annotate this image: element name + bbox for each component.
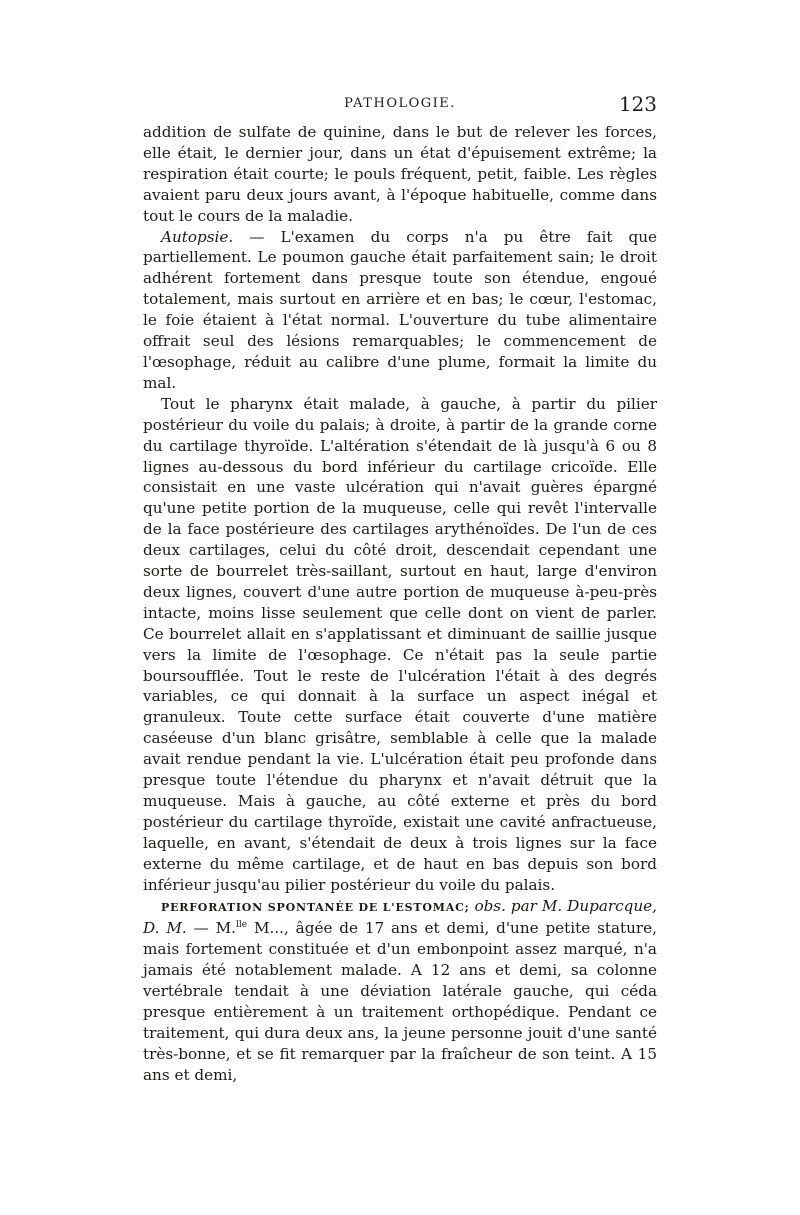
perforation-text: M..., âgée de 17 ans et demi, d'une petite stature, mais fortement constituée et d'un embonpoint assez marqué, n'a jamais été notablement malade. A 12 ans et demi, sa colonne vertébrale tendait à une déviation latérale gauche, qui céda presque entièrement à un traitement orthopédique. Pendant ce traitement, qui dura deux ans, la jeune personne jouit d'une santé très-bonne, et se fit remarquer par la fraîcheur de son teint. A 15 ans et demi, — [143, 919, 657, 1084]
running-head — [143, 92, 657, 118]
autopsie-text: — L'examen du corps n'a pu être fait que partiellement. Le poumon gauche était parfaitement sain; le droit adhérent fortement dans presque toute son étendue, engoué totalement, mais surtout en arrière et en bas; le cœur, l'estomac, le foie étaient à l'état normal. L'ouverture du tube alimentaire offrait seul des lésions remarquables; le commencement de l'œsophage, réduit au calibre d'une plume, formait la limite du mal. — [143, 227, 657, 392]
paragraph-perforation — [143, 896, 657, 1086]
body-text — [143, 122, 657, 1086]
patient-title-superscript: lle — [236, 920, 248, 931]
paragraph-continuation: addition de sulfate de quinine, dans le but de relever les forces, elle était, le dernier jour, dans un état d'épuisement extrême; la respiration était courte; le pouls fréquent, petit, faible. Les règles avaient paru deux jours avant, à l'époque habituelle, comme dans tout le cours de la maladie. — [143, 123, 657, 225]
running-title: PATHOLOGIE. — [344, 96, 456, 111]
paragraph-pharynx: Tout le pharynx était malade, à gauche, à partir du pilier postérieur du voile du palais; à droite, à partir de la grande corne du cartilage thyroïde. L'altération s'étendait de là jusqu'à 6 ou 8 lignes au-dessous du bord inférieur du cartilage cricoïde. Elle consistait en une vaste ulcération qui n'avait guères épargné qu'une petite portion de la muqueuse, celle qui revêt l'intervalle de la face postérieure des cartilages arythénoïdes. De l'un de ces deux cartilages, celui du côté droit, descendait cependant une sorte de bourrelet très-saillant, surtout en haut, large d'environ deux lignes, couvert d'une autre portion de muqueuse à-peu-près intacte, moins lisse seulement que celle dont on vient de parler. Ce bourrelet allait en s'applatissant et diminuant de saillie jusque vers la limite de l'œsophage. Ce n'était pas la seule partie boursoufflée. Tout le reste de l'ulcération l'était à des degrés variables, ce qui donnait à la surface un aspect inégal et granuleux. Toute cette surface était couverte d'une matière caséeuse d'un blanc grisâtre, semblable à celle que la malade avait rendue pendant la vie. L'ulcération était peu profonde dans presque toute l'étendue du pharynx et n'avait détruit que la muqueuse. Mais à gauche, au côté externe et près du bord postérieur du cartilage thyroïde, existait une cavité anfractueuse, laquelle, en avant, s'étendait de deux à trois lignes sur la face externe du même cartilage, et de haut en bas depuis son bord inférieur jusqu'au pilier postérieur du voile du palais. — [143, 394, 657, 894]
book-page — [143, 92, 657, 1086]
page-number: 123 — [618, 92, 657, 116]
autopsie-label: Autopsie. — [161, 227, 234, 246]
patient-prefix: — M. — [186, 919, 236, 938]
paragraph-autopsie — [143, 227, 657, 394]
section-title: PERFORATION SPONTANÉE DE L'ESTOMAC; — [161, 900, 470, 914]
observation-credit: obs. par M. Duparcque, D. M. — [143, 896, 657, 938]
